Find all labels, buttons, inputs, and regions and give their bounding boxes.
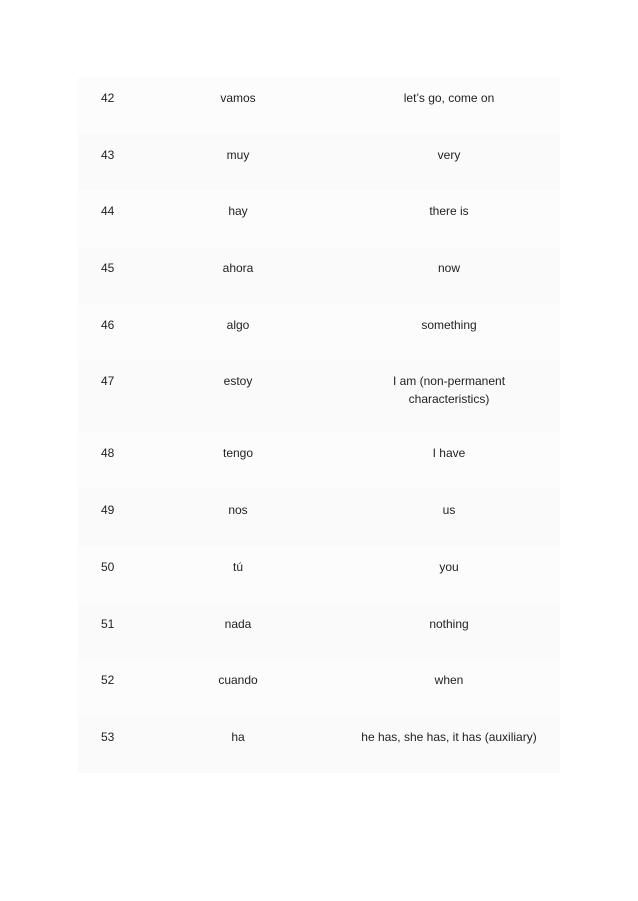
spanish-word: hay [138,190,338,247]
row-number: 51 [78,603,138,660]
spanish-word: estoy [138,360,338,432]
row-number: 48 [78,432,138,489]
table-row [78,659,560,716]
english-translation [338,304,560,361]
english-translation [338,247,560,304]
english-text: I have [432,446,466,461]
table-row [78,546,560,603]
table-row [78,716,560,773]
spanish-word: vamos [138,77,338,134]
row-number: 43 [78,134,138,191]
table-row [78,247,560,304]
spanish-word: nos [138,489,338,546]
english-translation [338,432,560,489]
english-translation [338,489,560,546]
english-translation [338,190,560,247]
english-text: nothing [429,616,469,631]
english-translation [338,360,560,432]
row-number: 52 [78,659,138,716]
english-text: very [437,147,461,162]
row-number: 50 [78,546,138,603]
english-translation [338,603,560,660]
spanish-word: tú [138,546,338,603]
english-translation [338,716,560,773]
table-row [78,360,560,432]
english-translation [338,134,560,191]
english-text: us [442,503,456,518]
table-row [78,432,560,489]
english-text: something [421,317,477,332]
table-row [78,489,560,546]
row-number: 53 [78,716,138,773]
spanish-word: muy [138,134,338,191]
spanish-word: ahora [138,247,338,304]
english-text: you [439,559,459,574]
english-text: I am (non-permanent characteristics) [392,374,506,407]
spanish-word: tengo [138,432,338,489]
row-number: 44 [78,190,138,247]
row-number: 49 [78,489,138,546]
english-translation [338,77,560,134]
row-number: 42 [78,77,138,134]
english-text: let’s go, come on [403,91,495,105]
row-number: 45 [78,247,138,304]
row-number: 47 [78,360,138,432]
english-text: now [437,261,460,276]
spanish-word: cuando [138,659,338,716]
table-row [78,77,560,134]
english-text: when [434,673,464,688]
table-row [78,603,560,660]
spanish-word: ha [138,716,338,773]
row-number: 46 [78,304,138,361]
spanish-word: algo [138,304,338,361]
english-translation [338,546,560,603]
table-row [78,190,560,247]
vocabulary-table [78,77,560,773]
table-row [78,304,560,361]
english-text: there is [429,204,469,219]
english-translation [338,659,560,716]
spanish-word: nada [138,603,338,660]
table-row [78,134,560,191]
english-text: he has, she has, it has (auxiliary) [361,729,537,744]
